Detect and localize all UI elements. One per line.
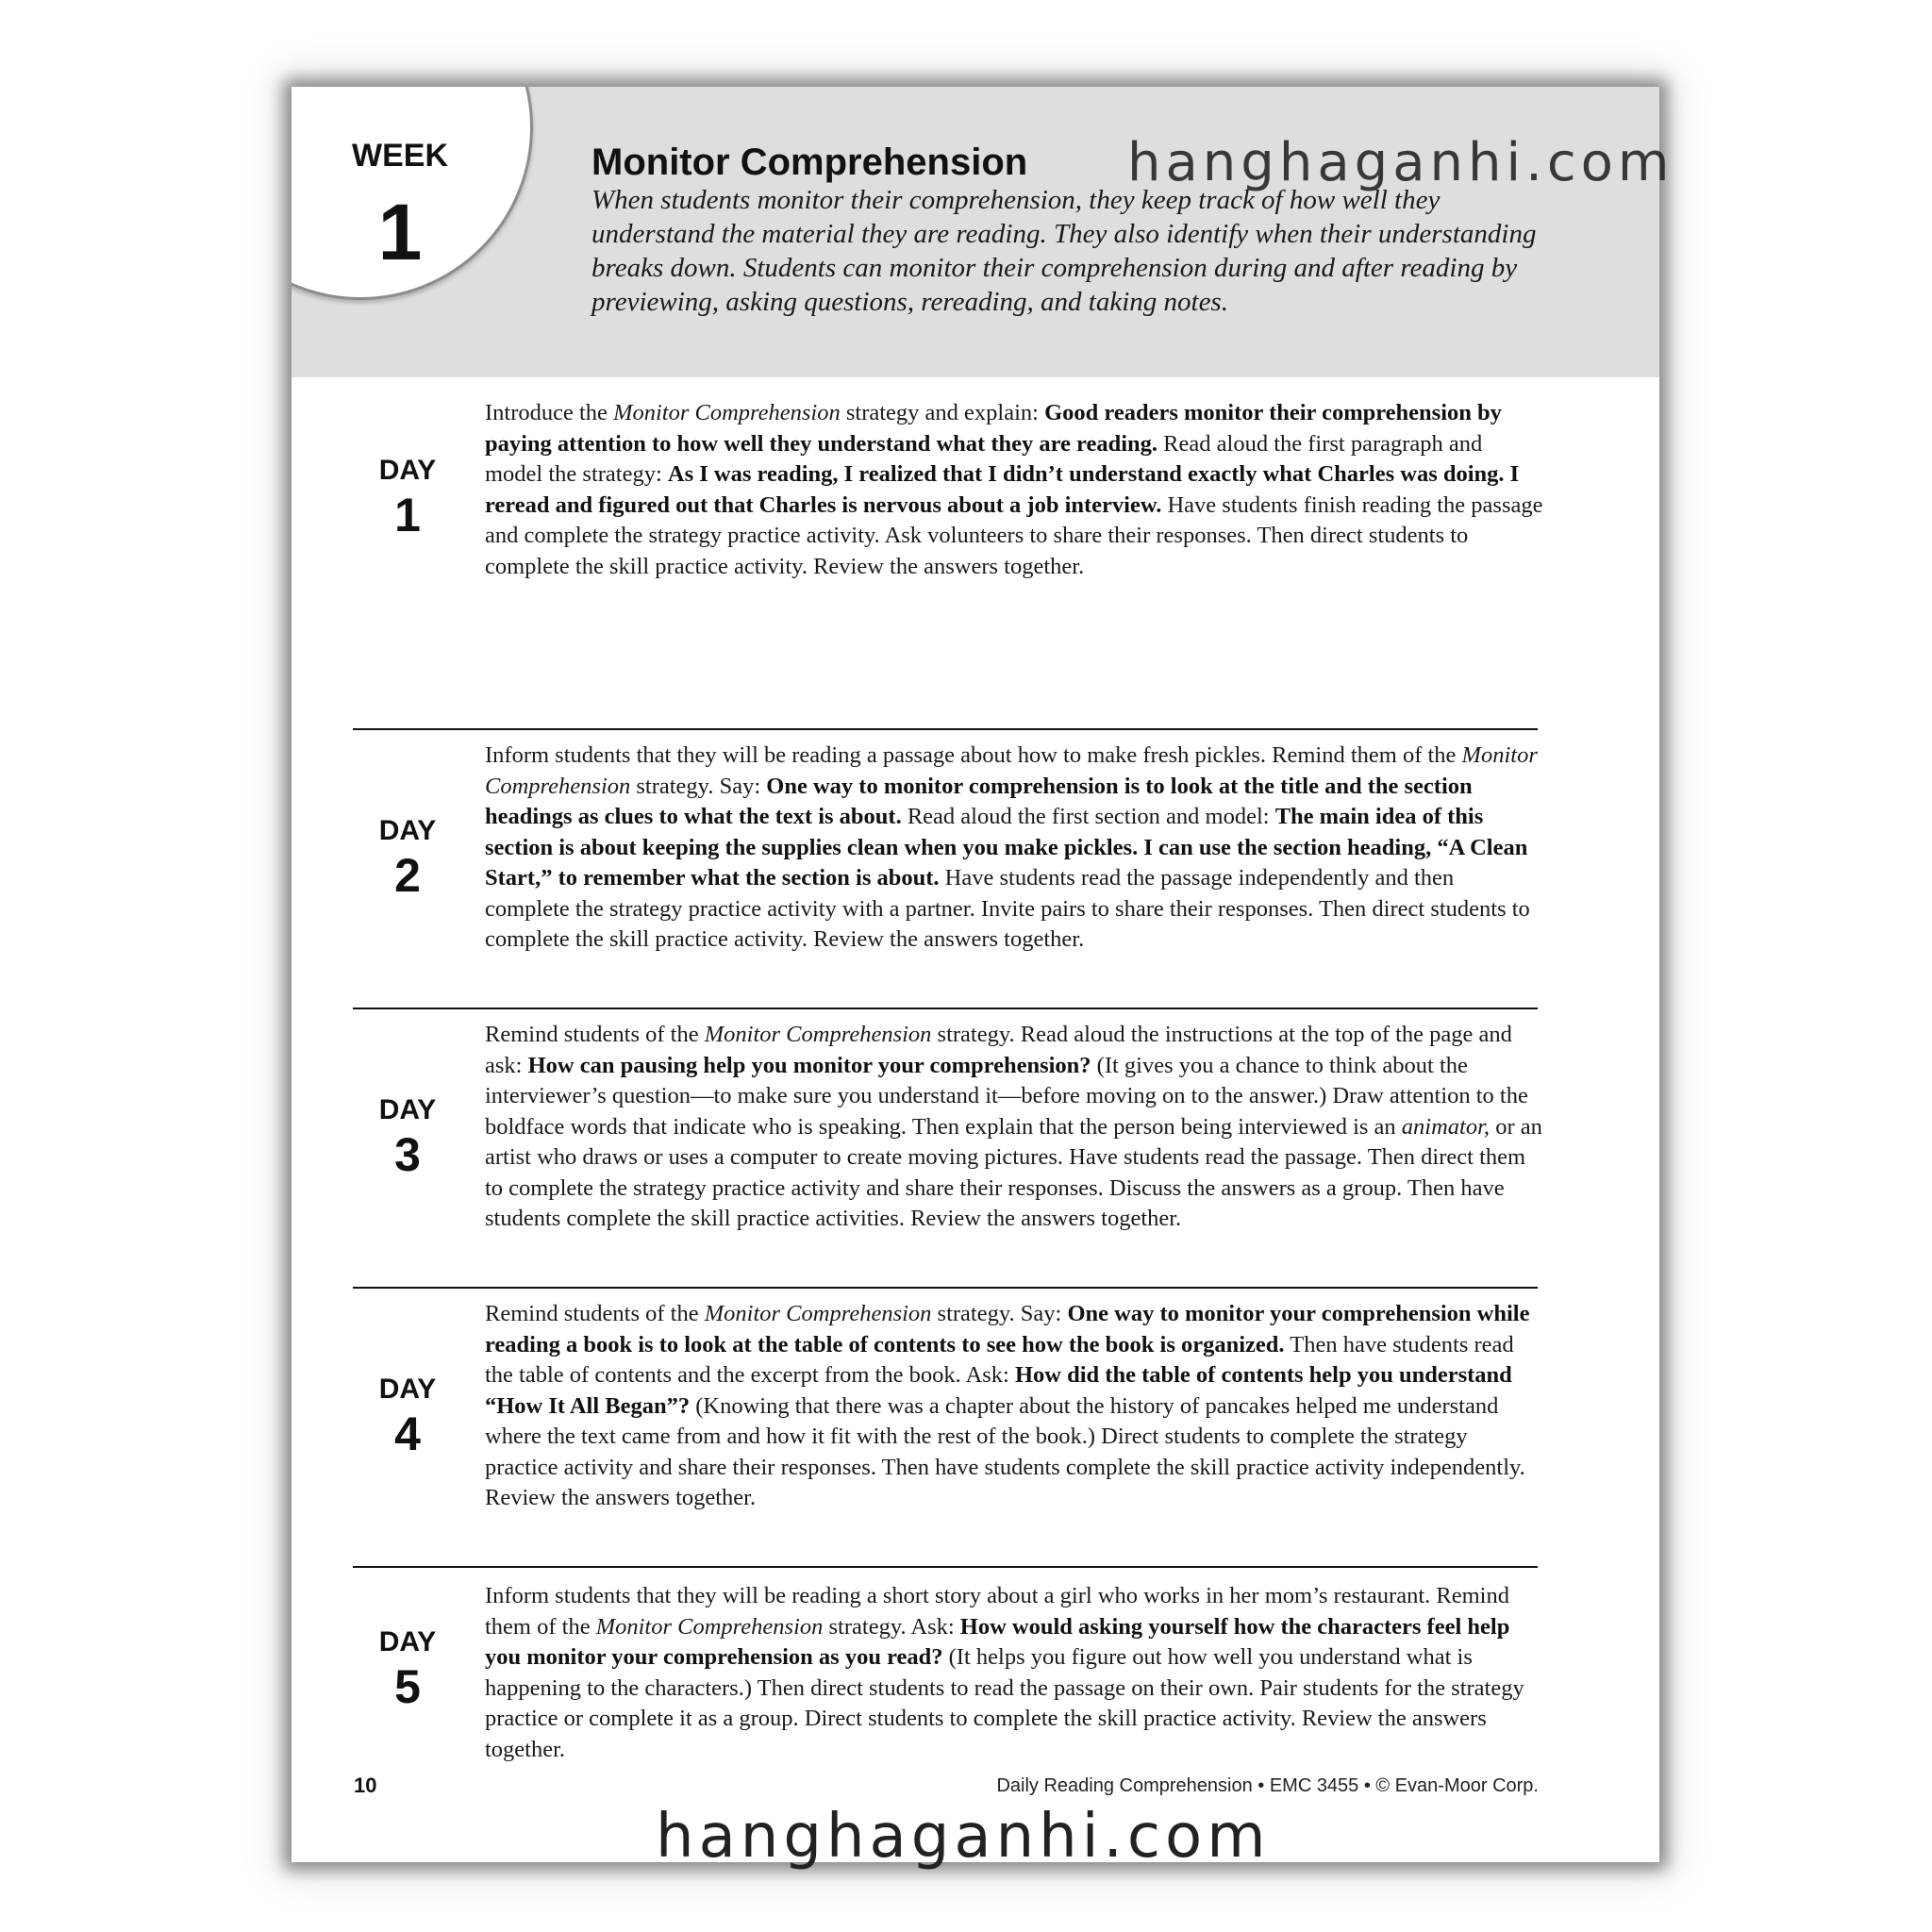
watermark-top: hanghaganhi.com — [1127, 132, 1674, 193]
instruction-text: Remind students of the — [485, 1301, 705, 1326]
instruction-text: strategy and explain: — [840, 400, 1045, 425]
instruction-text: (It gives you a chance to think about the interviewer’s question—to make sure you understand it—before moving on to the answer.) Draw attention to the boldface words that indicate who is speaking. Then explain that the person being interviewed is an — [485, 1052, 1528, 1140]
intro-paragraph: When students monitor their comprehension, they keep track of how well they understand the material they are reading. They also identify when their understanding breaks down. Students can monitor their comprehension during and after reading by previewing, asking questions, rereading, and taking notes. — [591, 185, 1537, 317]
watermark-bottom: hanghaganhi.com — [656, 1802, 1271, 1872]
bold-prompt: One way to monitor your comprehension while reading a book is to look at the table of contents to see how the book is organized. — [485, 1301, 1530, 1357]
instruction-text: (It helps you figure out how well you understand what is happening to the characters.) Then direct students to read the passage on their own. Pair students for the strategy practice or complete it as a group. Direct students to complete the skill practice activity. Review the answers together. — [485, 1644, 1524, 1762]
header-band — [291, 87, 1659, 377]
italic-term: Monitor Comprehension — [704, 1022, 932, 1047]
instruction-text: strategy. Ask: — [823, 1613, 960, 1640]
day-row-1 — [353, 398, 1543, 730]
day-number: 3 — [394, 1128, 421, 1181]
bold-prompt: As I was reading, I realized that I didn’t understand exactly what Charles was doing. I reread and figured out that Charles is nervous about a job interview. — [485, 461, 1520, 518]
italic-term: Monitor Comprehension — [595, 1613, 824, 1640]
italic-term: Monitor Comprehension — [485, 742, 1538, 799]
instruction-text: Inform students that they will be reading a short story about a girl who works in her mom’s restaurant. Remind them of the — [485, 1583, 1509, 1640]
day-number: 4 — [394, 1407, 421, 1460]
instruction-text: (Knowing that there was a chapter about the history of pancakes helped me understand where the text came from and how it fit with the rest of the book.) Direct students to complete the strategy practice activity and share their responses. Then have students complete the skill practice activity independently. Review the answers together. — [485, 1392, 1525, 1510]
page-title: Monitor Comprehension — [591, 142, 1028, 183]
worksheet-page — [291, 87, 1659, 1862]
page-number: 10 — [354, 1774, 377, 1797]
day-number: 5 — [394, 1660, 421, 1713]
day-label: DAY — [378, 1094, 437, 1125]
bold-prompt: One way to monitor comprehension is to look at the title and the section headings as clues to what the text is about. — [485, 773, 1473, 829]
bold-prompt: How did the table of contents help you understand “How It All Began”? — [485, 1362, 1512, 1419]
day-badge-1 — [353, 455, 462, 543]
day-number: 1 — [394, 489, 421, 541]
instruction-text: strategy. Say: — [931, 1301, 1068, 1326]
week-number: 1 — [377, 188, 423, 276]
day-row-3 — [353, 1020, 1542, 1289]
day-number: 2 — [394, 849, 421, 902]
instruction-text: Inform students that they will be reading a passage about how to make fresh pickles. Remind them of the — [485, 742, 1462, 768]
instruction-text: Have students read the passage independently and then complete the strategy practice activity with a partner. Invite pairs to share their responses. Then direct students to complete the skill practice activity. Review the answers together. — [485, 865, 1530, 952]
day-label: DAY — [378, 1626, 437, 1657]
footer-credit: Daily Reading Comprehension • EMC 3455 • © Evan-Moor Corp. — [996, 1775, 1539, 1796]
instruction-text: or an artist who draws or uses a computer to create moving pictures. Have students read the passage. Then direct them to complete the strategy practice activity and share their responses. Discuss the answers as a group. Then have students complete the skill practice activities. Review the answers together. — [485, 1113, 1542, 1231]
day-instructions-2 — [485, 741, 1543, 956]
week-label: WEEK — [352, 138, 448, 174]
bold-prompt: Good readers monitor their comprehension by paying attention to how well they understand what they are reading. — [485, 400, 1502, 457]
day-label: DAY — [378, 455, 437, 486]
bold-prompt: How would asking yourself how the characters feel help you monitor your comprehension as you read? — [485, 1613, 1510, 1670]
instruction-text: Then have students read the table of contents and the excerpt from the book. Ask: — [485, 1331, 1514, 1388]
instruction-text: strategy. Say: — [630, 773, 767, 799]
day-badge-3 — [353, 1094, 462, 1183]
instruction-text: Remind students of the — [485, 1022, 705, 1047]
day-label: DAY — [378, 1374, 437, 1405]
bold-prompt: The main idea of this section is about keeping the supplies clean when you make pickles. I can use the section heading, “A Clean Start,” to remember what the section is about. — [485, 804, 1528, 891]
italic-term: Monitor Comprehension — [613, 400, 841, 425]
instruction-text: Read aloud the first paragraph and model the strategy: — [485, 430, 1483, 487]
italic-term: animator, — [1401, 1113, 1491, 1140]
day-instructions-1 — [485, 398, 1543, 582]
italic-term: Monitor Comprehension — [704, 1301, 932, 1326]
bold-prompt: How can pausing help you monitor your comprehension? — [527, 1052, 1091, 1078]
day-row-2 — [353, 741, 1538, 1009]
day-instructions-3 — [485, 1020, 1543, 1235]
instruction-text: strategy. Read aloud the instructions at the top of the page and ask: — [485, 1022, 1512, 1078]
day-row-4 — [353, 1299, 1538, 1568]
day-badge-5 — [353, 1626, 462, 1715]
day-label: DAY — [378, 815, 437, 846]
day-instructions-4 — [485, 1299, 1543, 1514]
day-row-5 — [353, 1581, 1538, 1770]
instruction-text: Have students finish reading the passage and complete the strategy practice activity. Ask volunteers to share their responses. Then direct students to complete the skill practice activity. Review the answers together. — [485, 491, 1543, 579]
instruction-text: Introduce the — [485, 400, 614, 425]
day-badge-4 — [353, 1374, 462, 1462]
instruction-text: Read aloud the first section and model: — [901, 804, 1275, 829]
day-badge-2 — [353, 815, 462, 904]
day-instructions-5 — [485, 1581, 1543, 1765]
